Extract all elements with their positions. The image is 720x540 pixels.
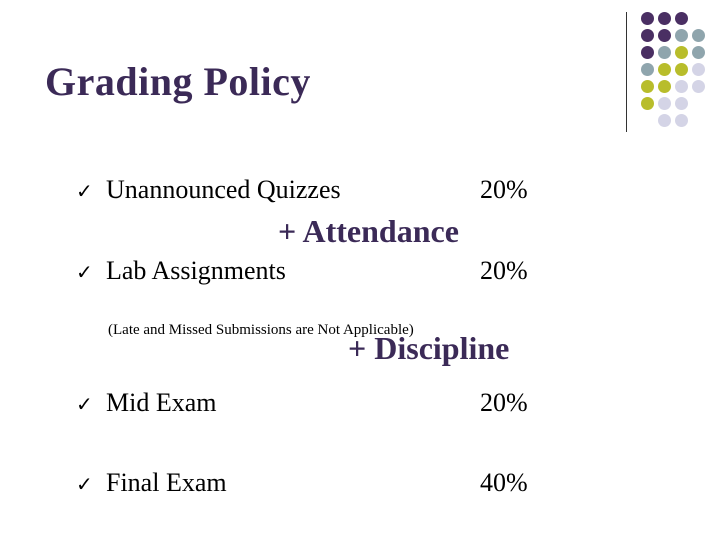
decorative-dot [658,29,671,42]
lab-note: (Late and Missed Submissions are Not Applicable) [108,322,414,338]
decorative-dot [675,12,688,25]
decorative-dot [692,46,705,59]
decorative-dot [675,46,688,59]
decorative-dot [675,114,688,127]
decorative-dot [675,29,688,42]
item-percent-mid-exam: 20% [480,388,528,417]
slide-title: Grading Policy [45,59,311,104]
decorative-dot [692,80,705,93]
checkmark-icon: ✓ [76,392,93,416]
item-label: Final Exam [106,468,227,497]
decorative-dot [675,97,688,110]
grading-item-quizzes [76,175,341,205]
decorative-dot [692,63,705,76]
decorative-dot-grid [641,12,720,132]
decorative-dot [692,29,705,42]
checkmark-icon: ✓ [76,179,93,203]
decorative-dot [658,46,671,59]
checkmark-icon: ✓ [76,472,93,496]
decorative-dot [641,46,654,59]
grading-item-final-exam [76,468,227,498]
decorative-dot [641,12,654,25]
decorative-dot [658,114,671,127]
item-label: Mid Exam [106,388,217,417]
item-percent-lab: 20% [480,256,528,285]
checkmark-icon: ✓ [76,260,93,284]
item-label: Lab Assignments [106,256,286,285]
grading-item-mid-exam [76,388,217,418]
decorative-dot [641,63,654,76]
decorative-dot [658,12,671,25]
grading-item-lab-assignments [76,256,286,286]
decorative-dot [658,80,671,93]
item-percent-final-exam: 40% [480,468,528,497]
decorative-dot [675,80,688,93]
decorative-divider-line [626,12,627,132]
decorative-dot [641,29,654,42]
decorative-dot [658,63,671,76]
item-label: Unannounced Quizzes [106,175,341,204]
item-percent-quizzes: 20% [480,175,528,204]
decorative-dot [641,97,654,110]
attendance-bonus: + Attendance [278,213,459,249]
decorative-dot [658,97,671,110]
decorative-dot [641,80,654,93]
decorative-dot [675,63,688,76]
discipline-bonus: + Discipline [348,330,510,366]
